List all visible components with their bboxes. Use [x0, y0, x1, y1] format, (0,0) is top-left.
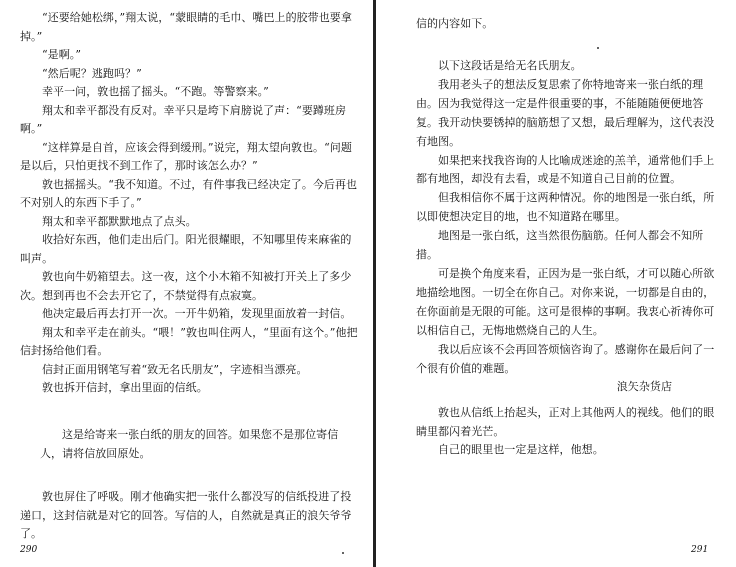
paragraph: 自己的眼里也一定是这样，他想。 — [438, 443, 604, 456]
letter-paragraph: 我用老头子的想法反复思索了你特地寄来一张白纸的理由。因为我觉得这一定是件很重要的事，不能随随便便地答复。我开动快要锈掉的脑筋想了又想，最后理解为，这代表没有地图。 — [416, 77, 715, 148]
letter-paragraph: 地图是一张白纸，这当然很伤脑筋。任何人都会不知所措。 — [416, 229, 704, 262]
page-number: 291 — [691, 545, 709, 555]
right-intro-text — [416, 15, 716, 34]
paragraph: 信封正面用钢笔写着“致无名氏朋友”，字迹相当漂亮。 — [42, 362, 308, 376]
paragraph: “然后呢？逃跑吗？” — [42, 66, 142, 80]
paragraph: 敦也向牛奶箱望去。这一夜，这个小木箱不知被打开关上了多少次。想到再也不会去开它了，不禁觉得有点寂寞。 — [20, 270, 352, 302]
letter-text — [40, 425, 358, 463]
paragraph: 翔太和幸平都没有反对。幸平只是垮下肩膀说了声：“要蹲班房啊。” — [20, 103, 347, 135]
paragraph: 敦也摇摇头。“我不知道。不过，有件事我已经决定了。今后再也不对别人的东西下手了。” — [20, 177, 358, 209]
letter-paragraph: 可是换个角度来看，正因为是一张白纸，才可以随心所欲地描绘地图。一切全在你自己。对你来说，一切都是自由的，在你面前是无限的可能。这可是很棒的事啊。我衷心祈祷你可以相信自己，无悔地燃烧自己的人生。 — [416, 266, 715, 337]
letter-paragraph: 这是给寄来一张白纸的朋友的回答。如果您不是那位寄信人，请将信放回原处。 — [40, 428, 339, 460]
left-tail-text — [20, 488, 358, 544]
page-number: 290 — [20, 545, 38, 555]
right-tail-text — [416, 404, 720, 460]
print-speck — [597, 47, 599, 49]
print-speck — [342, 552, 344, 554]
paragraph: 信的内容如下。 — [416, 17, 494, 30]
paragraph: 幸平一问，敦也摇了摇头。“不跑。等警察来。” — [42, 85, 269, 98]
paragraph: 他决定最后再去打开一次。一开牛奶箱，发现里面放着一封信。 — [42, 307, 352, 320]
paragraph: 收拾好东西，他们走出后门。阳光很耀眼，不知哪里传来麻雀的叫声。 — [20, 233, 352, 265]
letter-signature: 浪矢杂货店 — [616, 380, 672, 394]
letter-paragraph: 以下这段话是给无名氏朋友。 — [438, 59, 582, 72]
letter-paragraph: 我以后应该不会再回答烦恼咨询了。感谢你在最后问了一个很有价值的难题。 — [416, 342, 715, 375]
paragraph: 敦也从信纸上抬起头，正对上其他两人的视线。他们的眼睛里都闪着光芒。 — [416, 406, 715, 438]
paragraph: “这样算是自首，应该会得到缓刑。”说完，翔太望向敦也。“问题是以后，只怕更找不到工作了，那时该怎么办？” — [20, 140, 352, 172]
letter-paragraph: 如果把来找我咨询的人比喻成迷途的羔羊，通常他们手上都有地图，却没有去看，或是不知道自己目前的位置。 — [416, 153, 715, 186]
paragraph: 敦也屏住了呼吸。刚才他确实把一张什么都没写的信纸投进了投递口，这封信就是对它的回答。写信的人，自然就是真正的浪矢爷爷了。 — [20, 490, 352, 540]
letter-text — [416, 57, 720, 397]
paragraph: “是啊。” — [42, 48, 81, 61]
right-page — [378, 0, 736, 567]
paragraph: “还要给她松绑，”翔太说，“蒙眼睛的毛巾、嘴巴上的胶带也要拿掉。” — [20, 11, 352, 43]
paragraph: 敦也拆开信封，拿出里面的信纸。 — [42, 381, 208, 394]
page-gutter — [373, 0, 376, 567]
left-body-text — [20, 9, 358, 398]
letter-paragraph: 但我相信你不属于这两种情况。你的地图是一张白纸，所以即使想决定目的地，也不知道路在哪里。 — [416, 191, 715, 224]
paragraph: 翔太和幸平都默默地点了点头。 — [42, 214, 197, 228]
paragraph: 翔太和幸平走在前头。“喂！”敦也叫住两人，“里面有这个。”他把信封扬给他们看。 — [20, 325, 358, 357]
